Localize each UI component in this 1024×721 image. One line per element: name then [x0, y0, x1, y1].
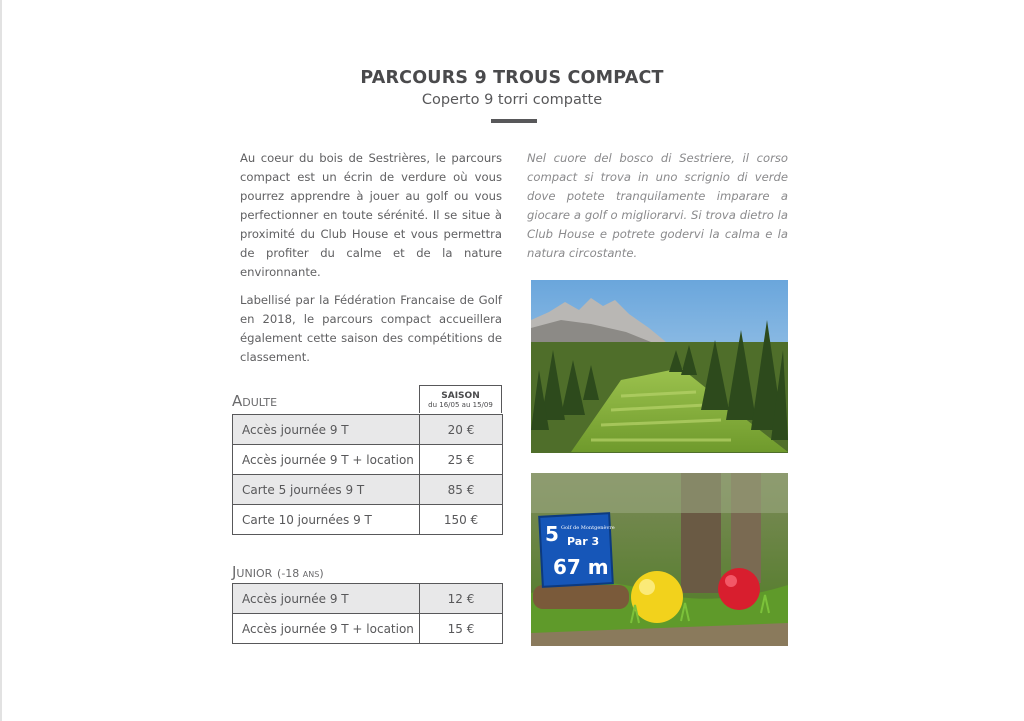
row-price: 15 € [420, 614, 503, 644]
junior-age: (-18 ans) [277, 567, 324, 580]
french-text [240, 149, 502, 376]
french-paragraph-2: Labellisé par la Fédération Francaise de Golf en 2018, le parcours compact accueillera également cette saison des compétitions de classement. [240, 293, 502, 364]
page-subtitle: Coperto 9 torri compatte [421, 92, 603, 108]
junior-title: Junior [232, 563, 273, 581]
page-title: PARCOURS 9 TROUS COMPACT [360, 68, 664, 88]
italian-text [527, 149, 788, 263]
adult-heading: Adulte [232, 392, 278, 410]
row-label: Carte 5 journées 9 T [233, 475, 420, 505]
tee-sign-illustration [531, 473, 788, 646]
row-label: Accès journée 9 T + location [233, 614, 420, 644]
row-label: Accès journée 9 T [233, 584, 420, 614]
italian-paragraph-1: Nel cuore del bosco di Sestriere, il corso compact si trova in uno scrignio di verde dove potete tranquilamente imparare a giocare a golf o migliorarvi. Si trova dietro la Club House e potrete godervi la calma e la natura circostante. [527, 151, 788, 260]
season-dates: du 16/05 au 15/09 [428, 401, 493, 409]
page-edge [0, 0, 2, 721]
row-price: 85 € [420, 475, 503, 505]
junior-heading [232, 563, 324, 581]
row-label: Accès journée 9 T [233, 415, 420, 445]
french-paragraph-1: Au coeur du bois de Sestrières, le parcours compact est un écrin de verdure où vous pourrez apprendre à jouer au golf ou vous perfectionner en toute sérénité. Il se situe à proximité du Club House et vous permettra de profiter du calme et de la nature environnante. [240, 151, 502, 279]
golf-course-photo [531, 280, 788, 453]
table-row [233, 505, 503, 535]
sign-par: Par 3 [567, 535, 600, 548]
row-price: 20 € [420, 415, 503, 445]
tee-sign-photo [531, 473, 788, 646]
golf-course-illustration [531, 280, 788, 453]
sign-club: Golf de Montgenèvre [561, 525, 615, 531]
table-row [233, 475, 503, 505]
sign-hole: 5 [545, 522, 559, 546]
row-label: Accès journée 9 T + location [233, 445, 420, 475]
junior-price-table [232, 583, 503, 644]
season-label: SAISON [441, 391, 480, 401]
row-price: 25 € [420, 445, 503, 475]
table-row [233, 584, 503, 614]
title-divider [491, 119, 537, 123]
table-row [233, 614, 503, 644]
table-row [233, 445, 503, 475]
sign-distance: 67 m [553, 555, 609, 579]
row-price: 150 € [420, 505, 503, 535]
adult-price-table [232, 414, 503, 535]
table-row [233, 415, 503, 445]
season-header [419, 385, 502, 413]
row-price: 12 € [420, 584, 503, 614]
row-label: Carte 10 journées 9 T [233, 505, 420, 535]
